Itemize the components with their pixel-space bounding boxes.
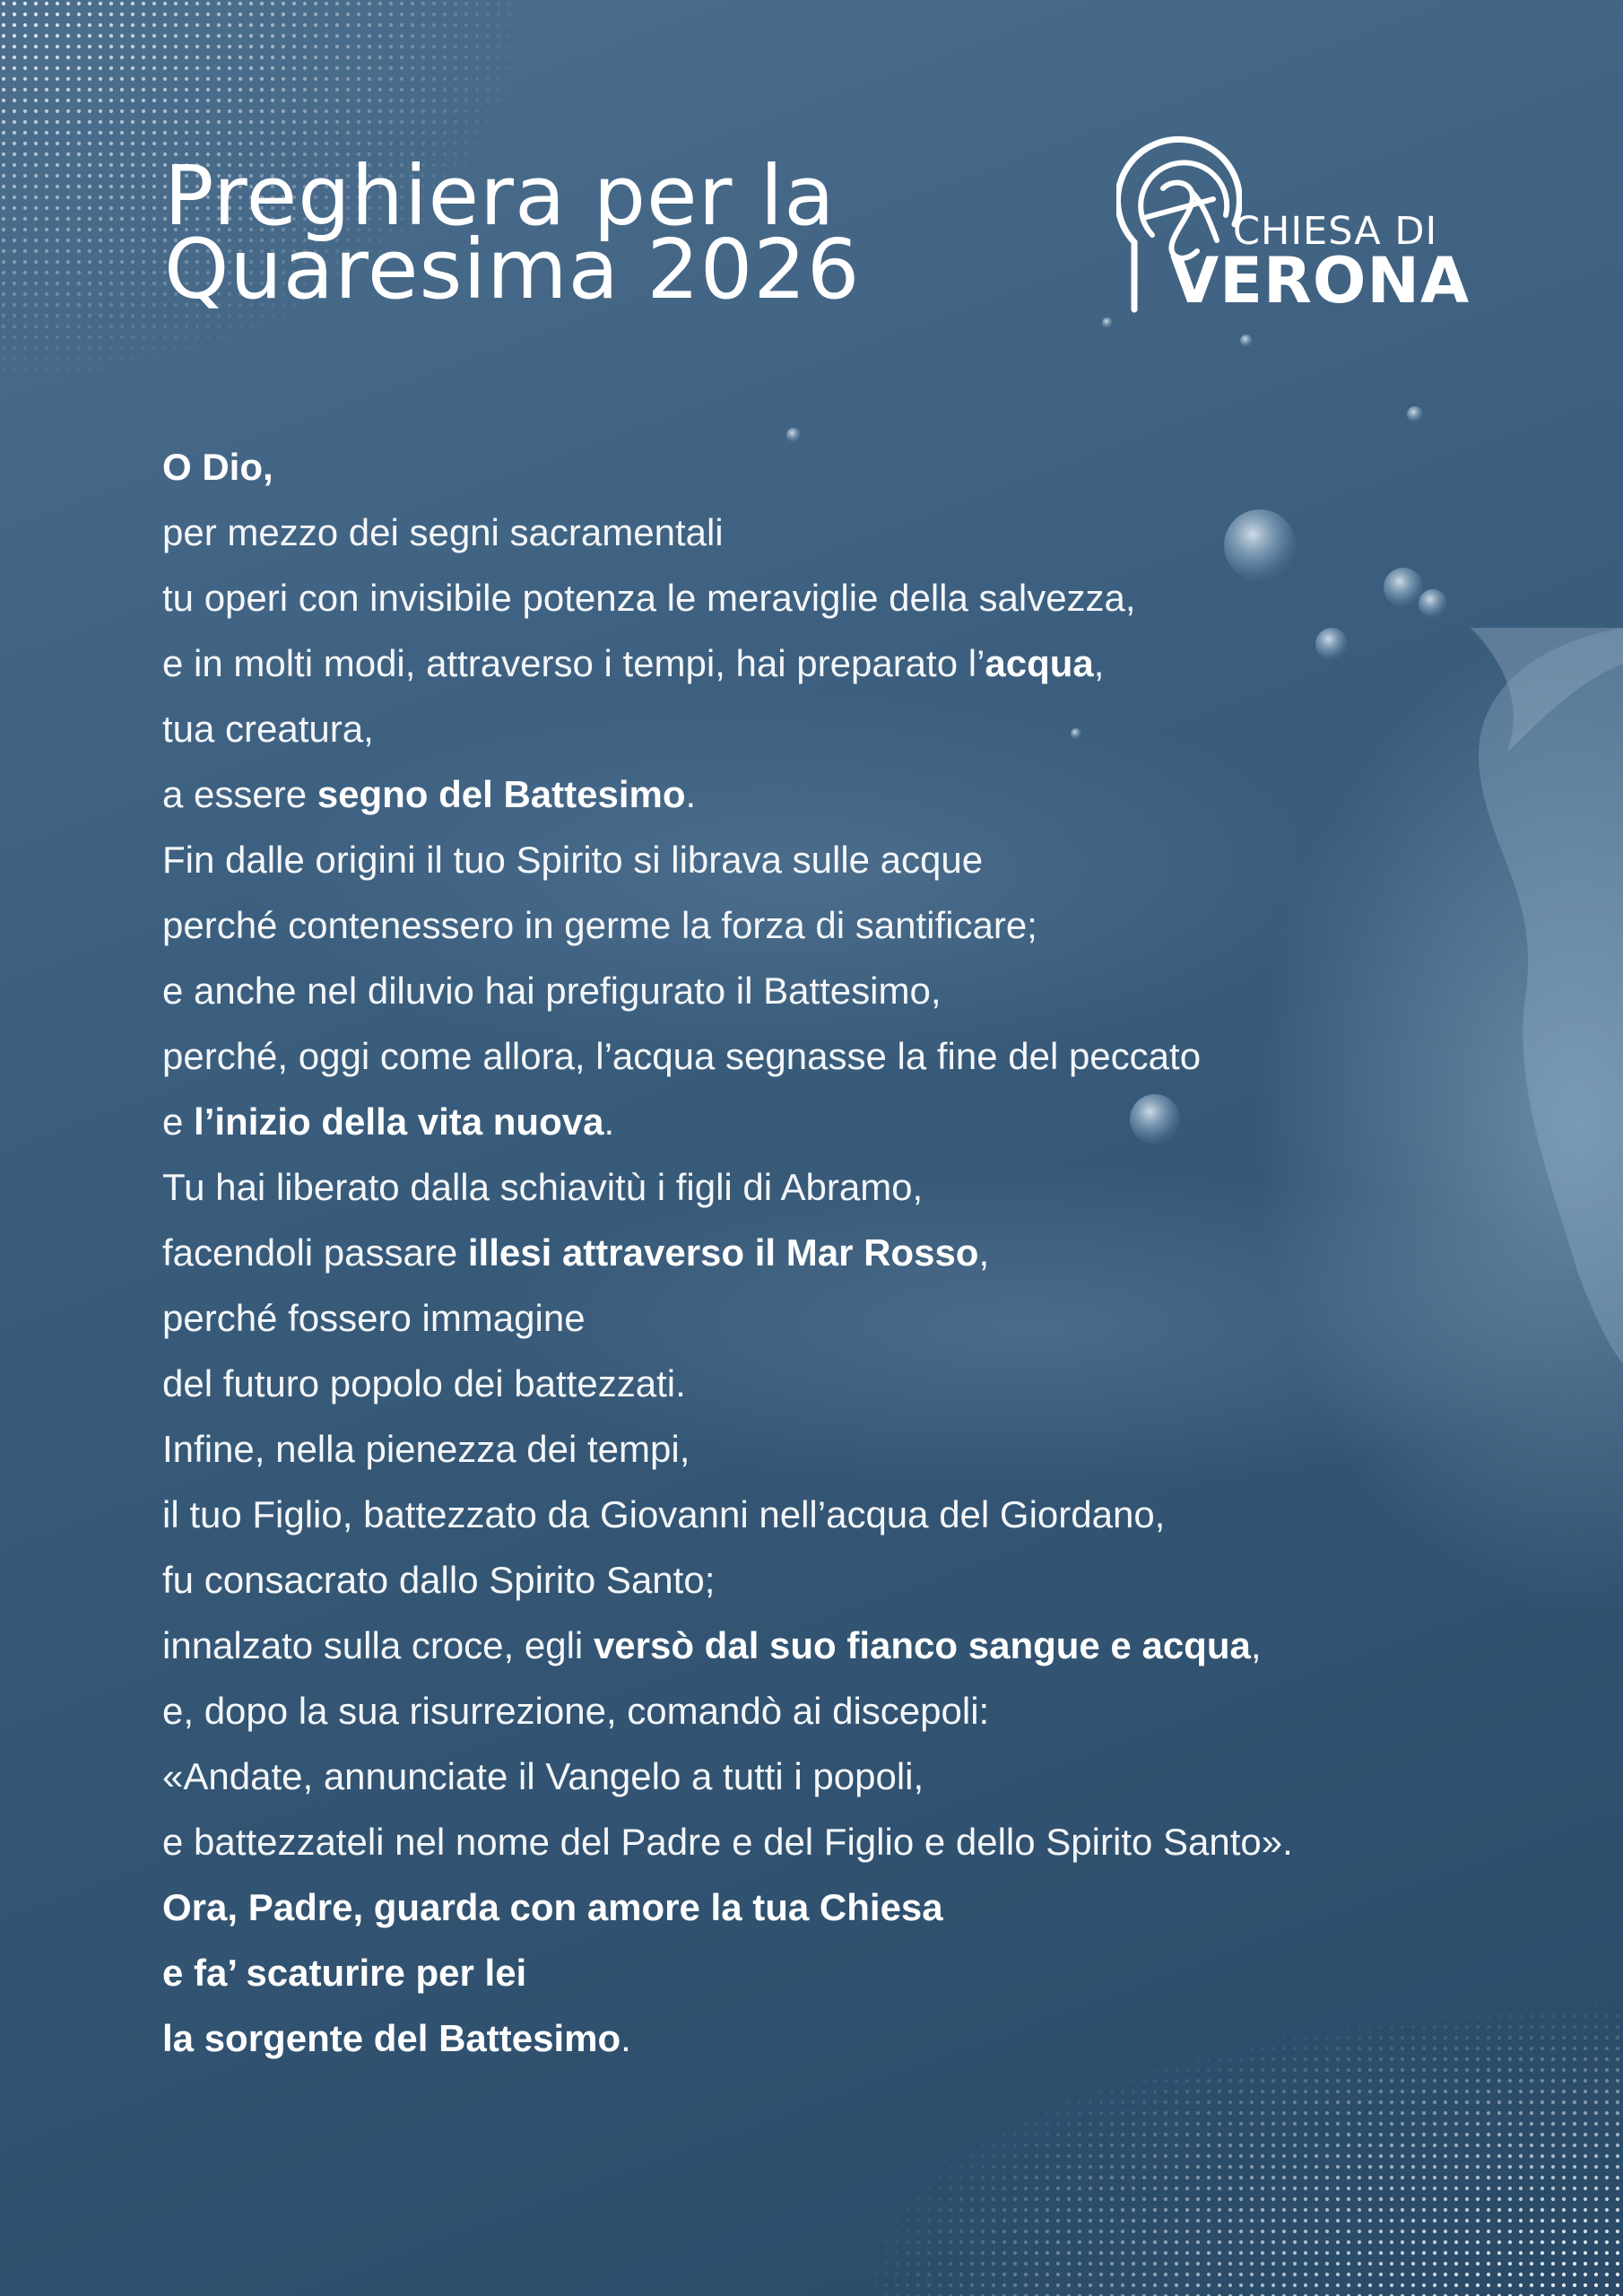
chiesa-di-verona-logo bbox=[1116, 135, 1471, 323]
prayer-line: per mezzo dei segni sacramentali bbox=[162, 511, 724, 553]
prayer-line: «Andate, annunciate il Vangelo a tutti i popoli, bbox=[162, 1755, 924, 1797]
prayer-line bbox=[162, 1089, 1561, 1154]
logo-text-verona: VERONA bbox=[1170, 244, 1471, 317]
prayer-text-run: . bbox=[603, 1100, 615, 1143]
prayer-text-run: innalzato sulla croce, egli bbox=[162, 1624, 594, 1666]
prayer-text-bold: versò dal suo fianco sangue e acqua bbox=[593, 1624, 1251, 1666]
prayer-text-run: . bbox=[621, 2017, 631, 2059]
prayer-line: Fin dalle origini il tuo Spirito si librava sulle acque bbox=[162, 839, 984, 881]
prayer-text-bold: acqua bbox=[985, 642, 1094, 684]
prayer-line: Infine, nella pienezza dei tempi, bbox=[162, 1428, 690, 1470]
prayer-line bbox=[162, 1613, 1561, 1678]
prayer-text-bold: la sorgente del Battesimo bbox=[162, 2017, 621, 2059]
prayer-line-bold: O Dio, bbox=[162, 446, 273, 488]
prayer-text-bold: illesi attraverso il Mar Rosso bbox=[467, 1231, 979, 1274]
prayer-line bbox=[162, 434, 1561, 500]
prayer-text-bold: l’inizio della vita nuova bbox=[194, 1100, 604, 1143]
prayer-line: tua creatura, bbox=[162, 708, 374, 750]
prayer-line-bold: e fa’ scaturire per lei bbox=[162, 1952, 527, 1994]
prayer-text-run: e bbox=[162, 1100, 195, 1143]
prayer-line bbox=[162, 2005, 1561, 2071]
logo-text-chiesa-di: CHIESA DI bbox=[1233, 209, 1438, 254]
prayer-text-run: e in molti modi, attraverso i tempi, hai preparato l’ bbox=[162, 642, 985, 684]
prayer-line: tu operi con invisibile potenza le meraviglie della salvezza, bbox=[162, 577, 1136, 619]
prayer-line: e battezzateli nel nome del Padre e del Figlio e dello Spirito Santo». bbox=[162, 1821, 1293, 1863]
prayer-line bbox=[162, 631, 1561, 696]
title-line-2: Quaresima 2026 bbox=[164, 222, 861, 317]
prayer-text-run: facendoli passare bbox=[162, 1231, 468, 1274]
prayer-line: perché contenessero in germe la forza di santificare; bbox=[162, 904, 1037, 946]
prayer-line bbox=[162, 761, 1561, 827]
prayer-line bbox=[162, 1220, 1561, 1285]
prayer-text-run: a essere bbox=[162, 773, 317, 815]
prayer-text bbox=[162, 434, 1561, 2071]
prayer-text-run: , bbox=[978, 1231, 990, 1274]
prayer-line: e anche nel diluvio hai prefigurato il Battesimo, bbox=[162, 970, 942, 1012]
page-title bbox=[164, 148, 953, 317]
prayer-line: perché fossero immagine bbox=[162, 1297, 586, 1339]
prayer-text-run: , bbox=[1250, 1624, 1262, 1666]
prayer-line: perché, oggi come allora, l’acqua segnasse la fine del peccato bbox=[162, 1035, 1202, 1077]
prayer-line: il tuo Figlio, battezzato da Giovanni nell’acqua del Giordano, bbox=[162, 1493, 1166, 1535]
prayer-line: Tu hai liberato dalla schiavitù i figli di Abramo, bbox=[162, 1166, 924, 1208]
prayer-text-run: , bbox=[1093, 642, 1105, 684]
prayer-text-bold: segno del Battesimo bbox=[317, 773, 686, 815]
title-line-1: Preghiera per la bbox=[164, 148, 836, 244]
prayer-line: del futuro popolo dei battezzati. bbox=[162, 1362, 686, 1405]
prayer-line: fu consacrato dallo Spirito Santo; bbox=[162, 1559, 716, 1601]
prayer-line: e, dopo la sua risurrezione, comandò ai discepoli: bbox=[162, 1690, 990, 1732]
prayer-line bbox=[162, 1874, 1561, 1940]
prayer-line bbox=[162, 1940, 1561, 2005]
prayer-line-bold: Ora, Padre, guarda con amore la tua Chiesa bbox=[162, 1886, 943, 1928]
prayer-text-run: . bbox=[685, 773, 697, 815]
